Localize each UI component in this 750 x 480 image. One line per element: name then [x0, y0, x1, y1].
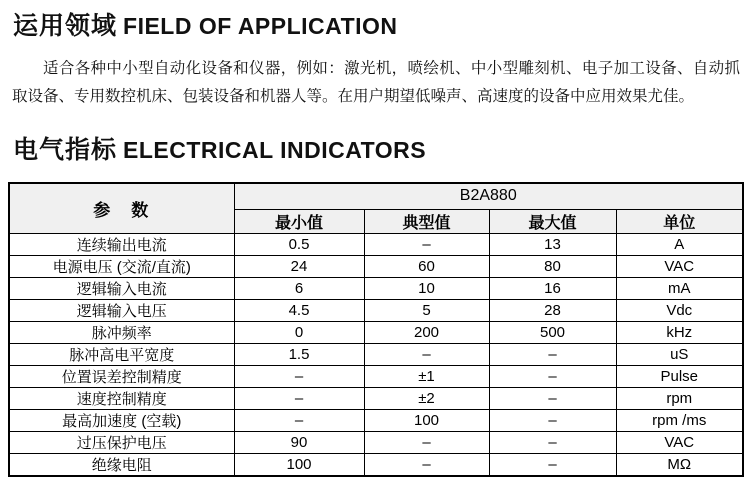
- heading-electrical-chinese: 电气指标: [13, 136, 118, 164]
- cell-min: –: [234, 365, 364, 387]
- cell-typ: –: [364, 431, 489, 453]
- cell-typ: ±1: [364, 365, 489, 387]
- column-header-unit: 单位: [616, 209, 743, 233]
- cell-parameter: 最高加速度 (空载): [9, 409, 234, 431]
- cell-min: –: [234, 409, 364, 431]
- table-row: [9, 233, 743, 255]
- table-row: [9, 321, 743, 343]
- table-row: [9, 299, 743, 321]
- electrical-indicators-table: [8, 182, 744, 477]
- cell-max: –: [489, 453, 616, 476]
- cell-unit: A: [616, 233, 743, 255]
- cell-min: 1.5: [234, 343, 364, 365]
- cell-typ: –: [364, 233, 489, 255]
- table-row: [9, 409, 743, 431]
- column-header-model: B2A880: [234, 183, 743, 209]
- heading-electrical-english: ELECTRICAL INDICATORS: [123, 137, 427, 163]
- cell-typ: –: [364, 343, 489, 365]
- table-row: [9, 277, 743, 299]
- column-header-parameter: 参 数: [9, 183, 234, 233]
- cell-typ: 200: [364, 321, 489, 343]
- table-row: [9, 453, 743, 476]
- cell-max: 28: [489, 299, 616, 321]
- cell-max: 80: [489, 255, 616, 277]
- cell-unit: uS: [616, 343, 743, 365]
- cell-min: 6: [234, 277, 364, 299]
- cell-unit: rpm /ms: [616, 409, 743, 431]
- cell-max: –: [489, 409, 616, 431]
- column-header-typ: 典型值: [364, 209, 489, 233]
- cell-typ: 60: [364, 255, 489, 277]
- cell-min: 24: [234, 255, 364, 277]
- cell-max: 500: [489, 321, 616, 343]
- table-row: [9, 365, 743, 387]
- cell-parameter: 逻辑输入电流: [9, 277, 234, 299]
- column-header-min: 最小值: [234, 209, 364, 233]
- cell-parameter: 绝缘电阻: [9, 453, 234, 476]
- cell-unit: kHz: [616, 321, 743, 343]
- cell-parameter: 脉冲高电平宽度: [9, 343, 234, 365]
- table-row: [9, 255, 743, 277]
- cell-unit: MΩ: [616, 453, 743, 476]
- cell-unit: Vdc: [616, 299, 743, 321]
- cell-parameter: 连续输出电流: [9, 233, 234, 255]
- cell-parameter: 脉冲频率: [9, 321, 234, 343]
- cell-min: 4.5: [234, 299, 364, 321]
- cell-parameter: 过压保护电压: [9, 431, 234, 453]
- cell-min: –: [234, 387, 364, 409]
- section-heading-electrical-indicators: [13, 129, 426, 166]
- cell-unit: mA: [616, 277, 743, 299]
- cell-max: 16: [489, 277, 616, 299]
- heading-application-english: FIELD OF APPLICATION: [123, 13, 398, 39]
- cell-parameter: 速度控制精度: [9, 387, 234, 409]
- table-header-row-model: [9, 183, 743, 209]
- application-description-paragraph: 适合各种中小型自动化设备和仪器，例如：激光机，喷绘机、中小型雕刻机、电子加工设备、自动抓取设备、专用数控机床、包装设备和机器人等。在用户期望低噪声、高速度的设备中应用效果尤佳。: [12, 60, 740, 105]
- table-row: [9, 431, 743, 453]
- cell-parameter: 位置误差控制精度: [9, 365, 234, 387]
- cell-max: –: [489, 431, 616, 453]
- cell-min: 0.5: [234, 233, 364, 255]
- section-heading-field-of-application: [13, 5, 398, 42]
- cell-parameter: 电源电压 (交流/直流): [9, 255, 234, 277]
- cell-unit: rpm: [616, 387, 743, 409]
- cell-typ: 5: [364, 299, 489, 321]
- table-row: [9, 387, 743, 409]
- cell-max: –: [489, 343, 616, 365]
- table-row: [9, 343, 743, 365]
- cell-min: 100: [234, 453, 364, 476]
- cell-max: –: [489, 387, 616, 409]
- cell-unit: VAC: [616, 255, 743, 277]
- cell-unit: VAC: [616, 431, 743, 453]
- cell-unit: Pulse: [616, 365, 743, 387]
- cell-max: 13: [489, 233, 616, 255]
- column-header-max: 最大值: [489, 209, 616, 233]
- cell-max: –: [489, 365, 616, 387]
- cell-min: 0: [234, 321, 364, 343]
- cell-min: 90: [234, 431, 364, 453]
- cell-parameter: 逻辑输入电压: [9, 299, 234, 321]
- heading-application-chinese: 运用领域: [13, 12, 118, 40]
- cell-typ: 100: [364, 409, 489, 431]
- cell-typ: –: [364, 453, 489, 476]
- cell-typ: ±2: [364, 387, 489, 409]
- cell-typ: 10: [364, 277, 489, 299]
